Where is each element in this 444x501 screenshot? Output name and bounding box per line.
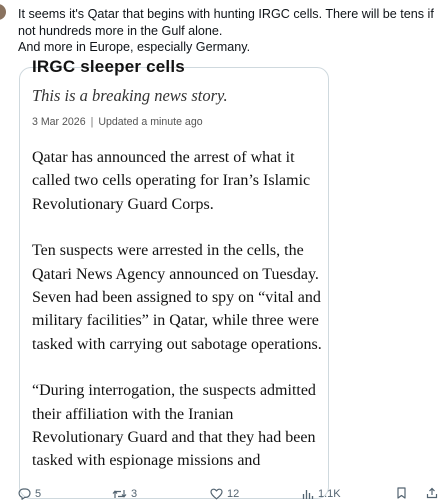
retweet-count: 3 (131, 488, 138, 500)
meta-separator: | (90, 116, 94, 128)
tweet-text (18, 6, 436, 56)
article-paragraph: Ten suspects were arrested in the cells, the Qatari News Agency announced on Tuesday. Seven had been assigned to spy on “vital and military facilities” in Qatar, while three were tasked with carrying out sabotage operations. (32, 242, 322, 353)
like-button[interactable] (210, 487, 239, 501)
bookmark-icon (396, 487, 407, 499)
views-button[interactable] (302, 487, 341, 501)
retweet-icon (112, 488, 127, 500)
like-count: 12 (227, 488, 240, 500)
tweet-text-line: And more in Europe, especially Germany. (18, 40, 251, 55)
article-paragraph: “During interrogation, the suspects admitted their affiliation with the Iranian Revolutionary Guard and that they had been tasked with espionage missions and (32, 382, 316, 470)
article-card[interactable] (19, 57, 329, 499)
tweet-actions (0, 483, 444, 500)
retweet-button[interactable] (112, 487, 137, 501)
share-button[interactable] (426, 487, 438, 499)
article-heading: IRGC sleeper cells (32, 57, 185, 76)
reply-count: 5 (35, 488, 42, 500)
breaking-news-label: This is a breaking news story. (32, 86, 228, 105)
reply-button[interactable] (18, 487, 41, 501)
tweet-text-line: It seems it's Qatar that begins with hunting IRGC cells. There will be tens if not hundreds more in the Gulf alone. (18, 7, 434, 38)
views-count: 1.1K (318, 488, 341, 500)
article-meta (32, 115, 328, 129)
avatar[interactable] (0, 4, 6, 20)
reply-icon (18, 488, 31, 500)
bookmark-button[interactable] (396, 487, 407, 499)
article-paragraph: Qatar has announced the arrest of what it called two cells operating for Iran’s Islamic Revolutionary Guard Corps. (32, 149, 311, 213)
heart-icon (210, 488, 223, 500)
article-date: 3 Mar 2026 (32, 116, 86, 128)
views-icon (302, 488, 314, 500)
article-updated: Updated a minute ago (98, 116, 203, 128)
share-icon (426, 487, 438, 499)
